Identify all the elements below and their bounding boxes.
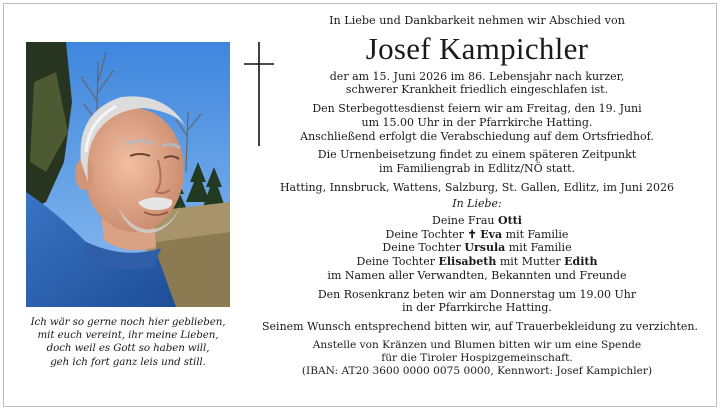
urn-burial-line: im Familiengrab in Edlitz/NÖ statt. <box>378 161 576 175</box>
rosary-line: Den Rosenkranz beten wir am Donnerstag um 19.00 Uhr <box>317 287 637 301</box>
funeral-service-line: Anschließend erfolgt die Verabschiedung auf dem Ortsfriedhof. <box>300 129 654 143</box>
mourner-name: Eva <box>480 227 503 241</box>
mourner-daughter-ursula <box>262 241 692 255</box>
mourner-relatives: im Namen aller Verwandten, Bekannten und Freunde <box>327 268 627 282</box>
intro-line: In Liebe und Dankbarkeit nehmen wir Abschied von <box>329 14 625 27</box>
funeral-service-line: um 15.00 Uhr in der Pfarrkirche Hatting. <box>361 115 593 129</box>
mourner-relation: Deine Frau <box>432 214 499 228</box>
places-date: Hatting, Innsbruck, Wattens, Salzburg, St. Gallen, Edlitz, im Juni 2026 <box>279 180 675 194</box>
rosary-line: in der Pfarrkirche Hatting. <box>402 301 552 315</box>
mourner-daughter-eva <box>262 228 692 242</box>
donation-line: für die Tiroler Hospizgemeinschaft. <box>381 352 573 365</box>
poem-line: geh ich fort ganz leis und still. <box>50 355 206 368</box>
mourner-wife <box>262 214 692 228</box>
death-notice-line: der am 15. Juni 2026 im 86. Lebensjahr nach kurzer, <box>329 69 625 83</box>
deceased-cross-icon: ✝ <box>467 227 477 241</box>
donation-line: (IBAN: AT20 3600 0000 0075 0000, Kennwort: Josef Kampichler) <box>301 365 653 378</box>
wish-line: Seinem Wunsch entsprechend bitten wir, auf Trauerbekleidung zu verzichten. <box>262 319 698 333</box>
death-notice-line: schwerer Krankheit friedlich eingeschlafen ist. <box>345 83 609 97</box>
mourner-suffix: mit Familie <box>505 241 572 255</box>
mourner-name: Otti <box>498 214 522 228</box>
poem-line: Ich wär so gerne noch hier geblieben, <box>30 316 226 328</box>
mourner-suffix: mit Mutter <box>496 255 565 269</box>
mourner-name: Edith <box>564 255 598 269</box>
mourner-relation: Deine Tochter <box>382 241 465 255</box>
funeral-service-line: Den Sterbegottesdienst feiern wir am Freitag, den 19. Juni <box>312 102 642 116</box>
deceased-name: Josef Kampichler <box>365 30 589 66</box>
mourner-daughter-elisabeth <box>262 255 692 269</box>
poem-line: doch weil es Gott so haben will, <box>46 342 210 355</box>
notice-text <box>262 14 698 379</box>
in-love-label: In Liebe: <box>452 197 502 211</box>
mourner-relation: Deine Tochter <box>385 227 468 241</box>
poem <box>14 316 242 369</box>
urn-burial-line: Die Urnenbeisetzung findet zu einem späteren Zeitpunkt <box>317 148 637 162</box>
poem-line: mit euch vereint, ihr meine Lieben, <box>37 329 219 342</box>
mourner-name: Elisabeth <box>438 255 497 269</box>
mourner-suffix: mit Familie <box>502 227 569 241</box>
portrait-photo <box>26 42 230 307</box>
mourner-relation: Deine Tochter <box>356 255 439 269</box>
donation-line: Anstelle von Kränzen und Blumen bitten wir um eine Spende <box>312 338 642 351</box>
mourner-name: Ursula <box>464 241 506 255</box>
